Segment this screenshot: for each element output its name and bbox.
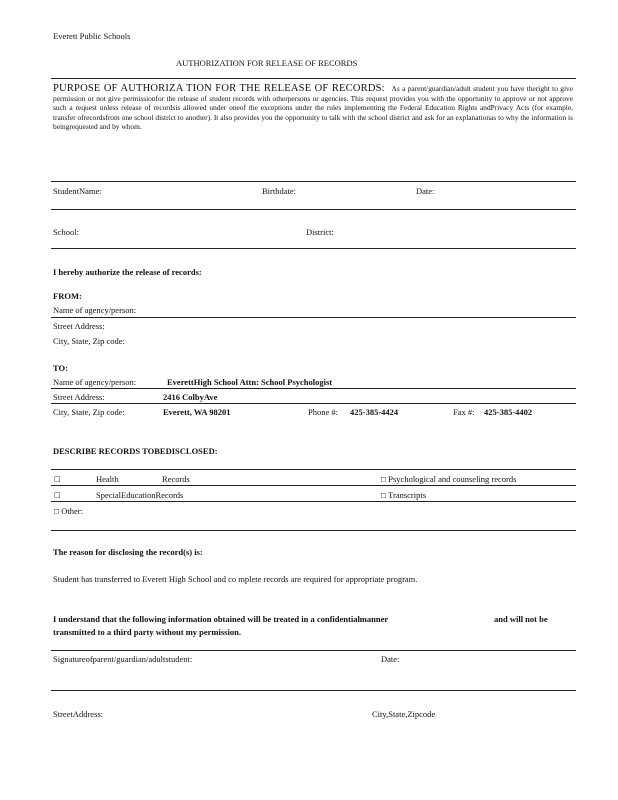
purpose-body: As a parent/guardian/adult student you have theright to give permission or not give permissionfor the release of student records with otherpersons or agencies. This request provides you with the opportunity to approve or not approve such a request unless release of recordsis allowed under oneof the exceptions under the rules implementing the Federal Education Rights andPrivacy Acts (for example, transfer ofrecordsfrom one school district to another). It also provides you the opportunity to talk with the school district and ask for an explanationas to why the information is beingrequested and by whom. (53, 84, 573, 132)
understand-line1-end: and will not be (494, 614, 548, 624)
city-state-zip-label: City,State,Zipcode (372, 709, 436, 719)
describe-heading: DESCRIBE RECORDS TOBEDISCLOSED: (53, 446, 218, 456)
from-city-label: City, State, Zip code: (53, 336, 125, 346)
phone-label: Phone #: (308, 407, 338, 417)
to-heading: TO: (53, 363, 68, 373)
from-address-label: Street Address: (53, 321, 105, 331)
fax-label: Fax #: (453, 407, 475, 417)
divider (51, 181, 576, 182)
transcripts-option[interactable]: □ Transcripts (381, 490, 427, 500)
divider (51, 485, 576, 486)
reason-heading: The reason for disclosing the record(s) is: (53, 547, 203, 557)
org-name: Everett Public Schools (53, 31, 131, 41)
signature-label: Signatureofparent/guardian/adultstudent: (53, 654, 193, 664)
birthdate-label: Birthdate: (262, 186, 296, 196)
to-city-label: City, State, Zip code: (53, 407, 125, 417)
divider (51, 530, 576, 531)
purpose-section (53, 84, 573, 132)
understand-line1: I understand that the following information obtained will be treated in a confidentialmanner (53, 614, 389, 624)
to-city-value: Everett, WA 98201 (163, 407, 231, 417)
to-address-label: Street Address: (53, 392, 105, 402)
understand-line2: transmitted to a third party without my permission. (53, 627, 241, 637)
student-name-label: StudentName: (53, 186, 102, 196)
authorize-statement: I hereby authorize the release of records: (53, 267, 202, 277)
purpose-heading: PURPOSE OF AUTHORIZA TION FOR THE RELEASE OF RECORDS: (53, 83, 385, 94)
phone-value: 425-385-4424 (350, 407, 399, 417)
divider (51, 690, 576, 691)
from-heading: FROM: (53, 291, 82, 301)
to-agency-value: EverettHigh School Attn: School Psychologist (167, 377, 333, 387)
health-label: Health (96, 474, 119, 484)
date-label: Date: (416, 186, 435, 196)
signature-date-label: Date: (381, 654, 400, 664)
health-checkbox[interactable]: □ (54, 475, 61, 483)
psych-option[interactable]: □ Psychological and counseling records (381, 474, 517, 484)
street-address-label: StreetAddress: (53, 709, 104, 719)
divider (51, 209, 576, 210)
other-option[interactable]: □ Other: (54, 506, 83, 516)
form-title: AUTHORIZATION FOR RELEASE OF RECORDS (176, 58, 358, 68)
divider (51, 469, 576, 470)
divider (51, 650, 576, 651)
to-agency-label: Name of agency/person: (53, 377, 137, 387)
district-label: District: (306, 227, 334, 237)
to-address-value: 2416 ColbyAve (163, 392, 218, 402)
fax-value: 425-385-4402 (484, 407, 533, 417)
sped-label: SpecialEducationRecords (96, 490, 184, 500)
reason-text: Student has transferred to Everett High School and co mplete records are required for appropriate program. (53, 574, 418, 584)
school-label: School: (53, 227, 79, 237)
divider (51, 388, 576, 389)
divider (51, 317, 576, 318)
health-records-label: Records (162, 474, 190, 484)
divider (51, 78, 576, 79)
sped-checkbox[interactable]: □ (54, 491, 61, 499)
from-agency-label: Name of agency/person: (53, 305, 137, 315)
divider (51, 403, 576, 404)
divider (51, 248, 576, 249)
divider (51, 501, 576, 502)
